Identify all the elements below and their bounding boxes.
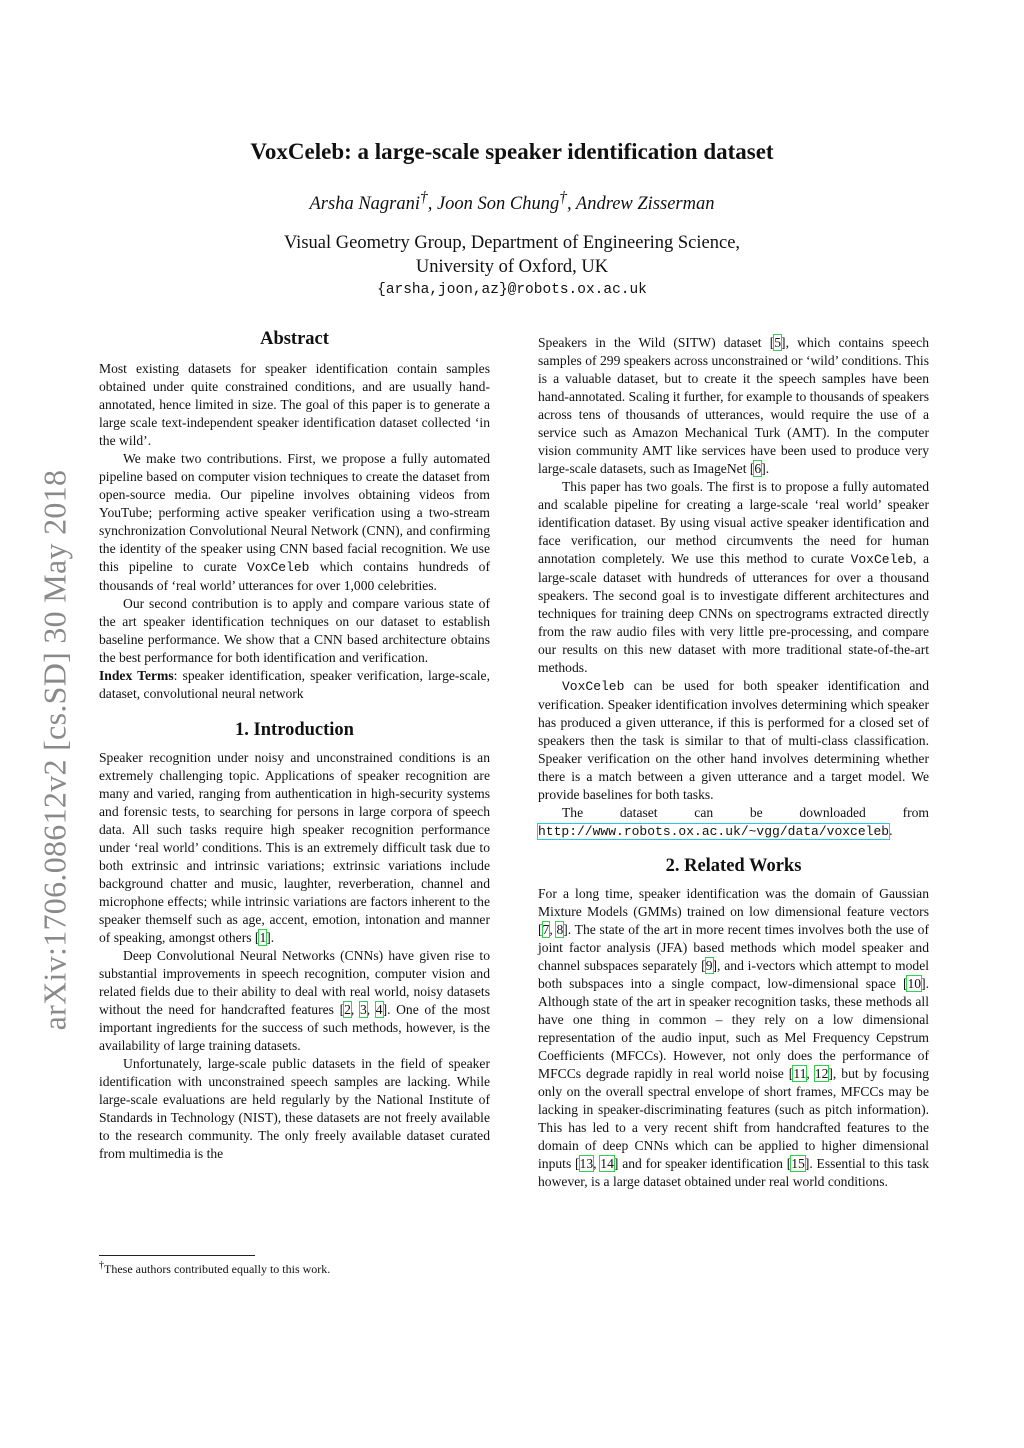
citation-link[interactable]: 8	[556, 922, 564, 937]
left-column	[99, 330, 490, 1163]
dataset-url-link[interactable]: http://www.robots.ox.ac.uk/~vgg/data/voxceleb	[538, 824, 890, 839]
intro-paragraph: VoxCeleb can be used for both speaker identification and verification. Speaker identification involves determining which speaker has produced a given utterance, if this is performed for a closed set of speakers then the task is similar to that of multi-class classification. Speaker verification on the other hand involves determining whether there is a match between a given utterance and a target model. We provide baselines for both tasks.	[538, 678, 929, 802]
dataset-name-code: VoxCeleb	[562, 679, 625, 694]
intro-paragraph: Deep Convolutional Neural Networks (CNNs) have given rise to substantial improvements in speech recognition, computer vision and related fields due to their ability to deal with real world, noisy datasets without the need for handcrafted features [2, 3, 4]. One of the most important ingredients for the success of such methods, however, is the availability of large training datasets.	[99, 948, 491, 1053]
citation-link[interactable]: 1	[259, 930, 267, 945]
index-terms: Index Terms: speaker identification, speaker verification, large-scale, dataset, convolutional neural network	[99, 668, 490, 701]
introduction-heading: 1. Introduction	[235, 720, 354, 740]
citation-link[interactable]: 3	[359, 1002, 367, 1017]
intro-paragraph: This paper has two goals. The first is to propose a fully automated and scalable pipeline for creating a large-scale ‘real world’ speaker identification dataset. By using visual active speaker identification and face verification, our method circumvents the need for human annotation completely. We use this method to curate VoxCeleb, a large-scale dataset with hundreds of utterances for over a thousand speakers. The second goal is to investigate different architectures and techniques for training deep CNNs on spectrograms extracted directly from the raw audio files with very little pre-processing, and compare our results on this new dataset with more traditional state-of-the-art methods.	[538, 479, 929, 675]
citation-link[interactable]: 13	[579, 1156, 594, 1171]
author-zisserman: Andrew Zisserman	[575, 194, 715, 215]
citation-link[interactable]: 9	[705, 958, 713, 973]
citation-link[interactable]: 10	[907, 976, 922, 991]
dagger-mark: †	[99, 1260, 104, 1271]
citation-link[interactable]: 15	[791, 1156, 805, 1171]
citation-link[interactable]: 11	[793, 1066, 807, 1081]
dataset-name-code: VoxCeleb	[850, 552, 913, 567]
intro-paragraph: Speakers in the Wild (SITW) dataset [5], which contains speech samples of 299 speakers across unconstrained or ‘wild’ conditions. This is a valuable dataset, but to create it the speech samples have been hand-annotated. Scaling it further, for example to thousands of speakers across tens of thousands of utterances, would require the use of a service such as Amazon Mechanical Turk (AMT). In the computer vision community AMT like services have been used to produce very large-scale datasets, such as ImageNet [6].	[538, 335, 929, 476]
dagger-mark: †	[559, 189, 567, 206]
citation-link[interactable]: 6	[754, 461, 762, 476]
abstract-heading: Abstract	[260, 329, 329, 349]
arxiv-identifier: arXiv:1706.08612v2 [cs.SD] 30 May 2018	[36, 469, 73, 1031]
related-works-heading: 2. Related Works	[665, 856, 802, 876]
download-paragraph: The dataset can be downloaded from http://www.robots.ox.ac.uk/~vgg/data/voxceleb.	[538, 805, 929, 839]
affiliation	[0, 231, 1024, 279]
citation-link[interactable]: 2	[344, 1002, 351, 1017]
citation-link[interactable]: 4	[375, 1002, 383, 1017]
citation-link[interactable]: 7	[542, 922, 550, 937]
abstract-paragraph: Our second contribution is to apply and compare various state of the art speaker identification techniques on our dataset to establish baseline performance. We show that a CNN based architecture obtains the best performance for both identification and verification.	[99, 596, 490, 665]
author-emails: {arsha,joon,az}@robots.ox.ac.uk	[377, 282, 647, 298]
author-nagrani: Arsha Nagrani	[309, 194, 421, 215]
intro-paragraph: Unfortunately, large-scale public datasets in the field of speaker identification with unconstrained speech samples are lacking. While large-scale evaluations are held regularly by the National Institute of Standards in Technology (NIST), these datasets are not freely available to the research community. The only freely available dataset curated from multimedia is the	[99, 1056, 490, 1161]
footnote: †These authors contributed equally to this work.	[99, 1260, 331, 1276]
abstract-paragraph: Most existing datasets for speaker identification contain samples obtained under quite constrained conditions, and are usually hand-annotated, hence limited in size. The goal of this paper is to generate a large scale text-independent speaker identification dataset collected ‘in the wild’.	[99, 361, 490, 448]
affiliation-line-2: University of Oxford, UK	[415, 257, 609, 277]
index-terms-label: Index Terms	[99, 668, 174, 683]
right-column	[538, 334, 929, 1191]
dagger-mark: †	[420, 189, 428, 206]
paper-title: VoxCeleb: a large-scale speaker identification dataset	[250, 139, 774, 164]
author-chung: Joon Son Chung	[436, 194, 560, 215]
intro-paragraph: Speaker recognition under noisy and unconstrained conditions is an extremely challenging topic. Applications of speaker recognition are many and varied, ranging from authentication in high-security systems and forensic tests, to searching for persons in large corpora of speech data. All such tasks require high speaker recognition performance under ‘real world’ conditions. This is an extremely difficult task due to both extrinsic and intrinsic variations; extrinsic variations include background chatter and music, laughter, reverberation, channel and microphone effects; while intrinsic variations are factors inherent to the speaker themself such as age, accent, emotion, intonation and manner of speaking, amongst others [1].	[99, 750, 490, 945]
author-list: Arsha Nagrani†, Joon Son Chung†, Andrew Zisserman	[309, 189, 715, 215]
related-paragraph: For a long time, speaker identification was the domain of Gaussian Mixture Models (GMMs) trained on low dimensional feature vectors [7, 8]. The state of the art in more recent times involves both the use of joint factor analysis (JFA) based methods which model speaker and channel subspaces separately [9], and i-vectors which attempt to model both subspaces into a single compact, low-dimensional space [10]. Although state of the art in speaker recognition tasks, these methods all have one thing in common – they rely on a low dimensional representation of the audio input, such as Mel Frequency Cepstrum Coefficients (MFCCs). However, not only does the performance of MFCCs degrade rapidly in real world noise [11, 12], but by focusing only on the overall spectral envelope of short frames, MFCCs may be lacking in speaker-discriminating features (such as pitch information). This has led to a very recent shift from handcrafted features to the domain of deep CNNs which can be applied to higher dimensional inputs [13, 14] and for speaker identification [15]. Essential to this task however, is a large dataset obtained under real world conditions.	[538, 886, 930, 1189]
footnote-rule	[99, 1255, 255, 1256]
citation-link[interactable]: 12	[814, 1066, 829, 1081]
abstract-paragraph: We make two contributions. First, we propose a fully automated pipeline based on computer vision techniques to create the dataset from open-source media. Our pipeline involves obtaining videos from YouTube; performing active speaker verification using a two-stream synchronization Convolutional Neural Network (CNN), and confirming the identity of the speaker using CNN based facial recognition. We use this pipeline to curate VoxCeleb which contains hundreds of thousands of ‘real world’ utterances for over 1,000 celebrities.	[99, 451, 490, 593]
citation-link[interactable]: 5	[774, 335, 782, 350]
dataset-name-code: VoxCeleb	[247, 560, 310, 575]
citation-link[interactable]: 14	[600, 1156, 614, 1171]
affiliation-line-1: Visual Geometry Group, Department of Engineering Science,	[283, 233, 741, 253]
